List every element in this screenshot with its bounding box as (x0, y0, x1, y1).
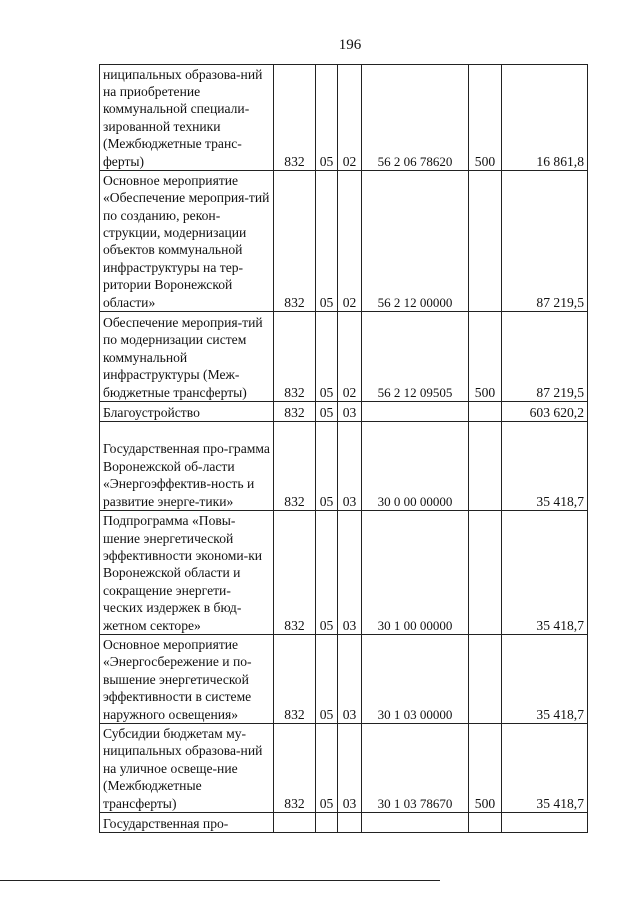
admin-code: 832 (274, 511, 316, 635)
expense-type-code (469, 171, 502, 312)
amount (502, 813, 588, 833)
section-code: 05 (316, 724, 338, 813)
section-code: 05 (316, 171, 338, 312)
admin-code (274, 813, 316, 833)
section-code: 05 (316, 65, 338, 171)
table-row (100, 724, 588, 813)
admin-code: 832 (274, 422, 316, 511)
budget-table (99, 64, 588, 833)
subsection-code: 03 (338, 635, 362, 724)
expense-type-code (469, 511, 502, 635)
table-row (100, 171, 588, 312)
admin-code: 832 (274, 724, 316, 813)
admin-code: 832 (274, 65, 316, 171)
amount: 87 219,5 (502, 312, 588, 402)
subsection-code: 02 (338, 65, 362, 171)
target-article-code: 56 2 12 09505 (362, 312, 469, 402)
row-name: Подпрограмма «Повы-шение энергетической эффективности экономи-ки Воронежской области и сокращение энергети-ческих издержек в бюд-жетном секторе» (103, 513, 263, 633)
amount: 603 620,2 (502, 402, 588, 422)
subsection-code (338, 813, 362, 833)
subsection-code: 03 (338, 422, 362, 511)
row-name: Обеспечение мероприя-тий по модернизации систем коммунальной инфраструктуры (Меж-бюджетные трансферты) (103, 314, 263, 400)
table-row (100, 65, 588, 171)
admin-code: 832 (274, 402, 316, 422)
row-name: Субсидии бюджетам му-ниципальных образова-ний на уличное освеще-ние (Межбюджетные трансферты) (103, 725, 263, 811)
subsection-code: 03 (338, 724, 362, 813)
target-article-code: 30 1 00 00000 (362, 511, 469, 635)
table-row (100, 312, 588, 402)
admin-code: 832 (274, 312, 316, 402)
admin-code: 832 (274, 635, 316, 724)
amount: 35 418,7 (502, 511, 588, 635)
row-name: ниципальных образова-ний на приобретение коммунальной специали-зированной техники (Межбюджетные транс-ферты) (103, 66, 263, 169)
section-code (316, 813, 338, 833)
admin-code: 832 (274, 171, 316, 312)
amount: 16 861,8 (502, 65, 588, 171)
footnote-rule (0, 880, 440, 881)
row-name: Основное мероприятие «Энергосбережение и по-вышение энергетической эффективности в системе наружного освещения» (103, 636, 252, 722)
subsection-code: 02 (338, 171, 362, 312)
expense-type-code: 500 (469, 312, 502, 402)
row-name-cell (100, 65, 274, 171)
section-code: 05 (316, 422, 338, 511)
subsection-code: 03 (338, 511, 362, 635)
table-row (100, 402, 588, 422)
target-article-code: 56 2 12 00000 (362, 171, 469, 312)
amount: 35 418,7 (502, 635, 588, 724)
row-name: Государственная про- (103, 815, 229, 831)
row-name-cell (100, 511, 274, 635)
section-code: 05 (316, 402, 338, 422)
section-code: 05 (316, 312, 338, 402)
expense-type-code (469, 422, 502, 511)
row-name-cell (100, 813, 274, 833)
target-article-code: 56 2 06 78620 (362, 65, 469, 171)
expense-type-code (469, 402, 502, 422)
target-article-code (362, 813, 469, 833)
table-row (100, 422, 588, 511)
row-name: Благоустройство (103, 404, 200, 420)
row-name-cell (100, 724, 274, 813)
expense-type-code (469, 635, 502, 724)
row-name: Основное мероприятие «Обеспечение мероприя-тий по созданию, рекон-струкции, модернизации объектов коммунальной инфраструктуры на тер-ритории Воронежской области» (103, 172, 270, 310)
table-row (100, 511, 588, 635)
target-article-code: 30 0 00 00000 (362, 422, 469, 511)
amount: 87 219,5 (502, 171, 588, 312)
amount: 35 418,7 (502, 724, 588, 813)
table-row (100, 635, 588, 724)
subsection-code: 02 (338, 312, 362, 402)
row-name-cell (100, 171, 274, 312)
row-name-cell (100, 312, 274, 402)
expense-type-code (469, 813, 502, 833)
row-name: Государственная про-грамма Воронежской об-ласти «Энергоэффектив-ность и развитие энерге-тики» (103, 441, 270, 509)
section-code: 05 (316, 511, 338, 635)
amount: 35 418,7 (502, 422, 588, 511)
target-article-code (362, 402, 469, 422)
target-article-code: 30 1 03 00000 (362, 635, 469, 724)
row-name-cell (100, 422, 274, 511)
target-article-code: 30 1 03 78670 (362, 724, 469, 813)
row-name-cell (100, 402, 274, 422)
page-number: 196 (338, 37, 362, 53)
section-code: 05 (316, 635, 338, 724)
expense-type-code: 500 (469, 65, 502, 171)
row-name-cell (100, 635, 274, 724)
table-row (100, 813, 588, 833)
expense-type-code: 500 (469, 724, 502, 813)
subsection-code: 03 (338, 402, 362, 422)
